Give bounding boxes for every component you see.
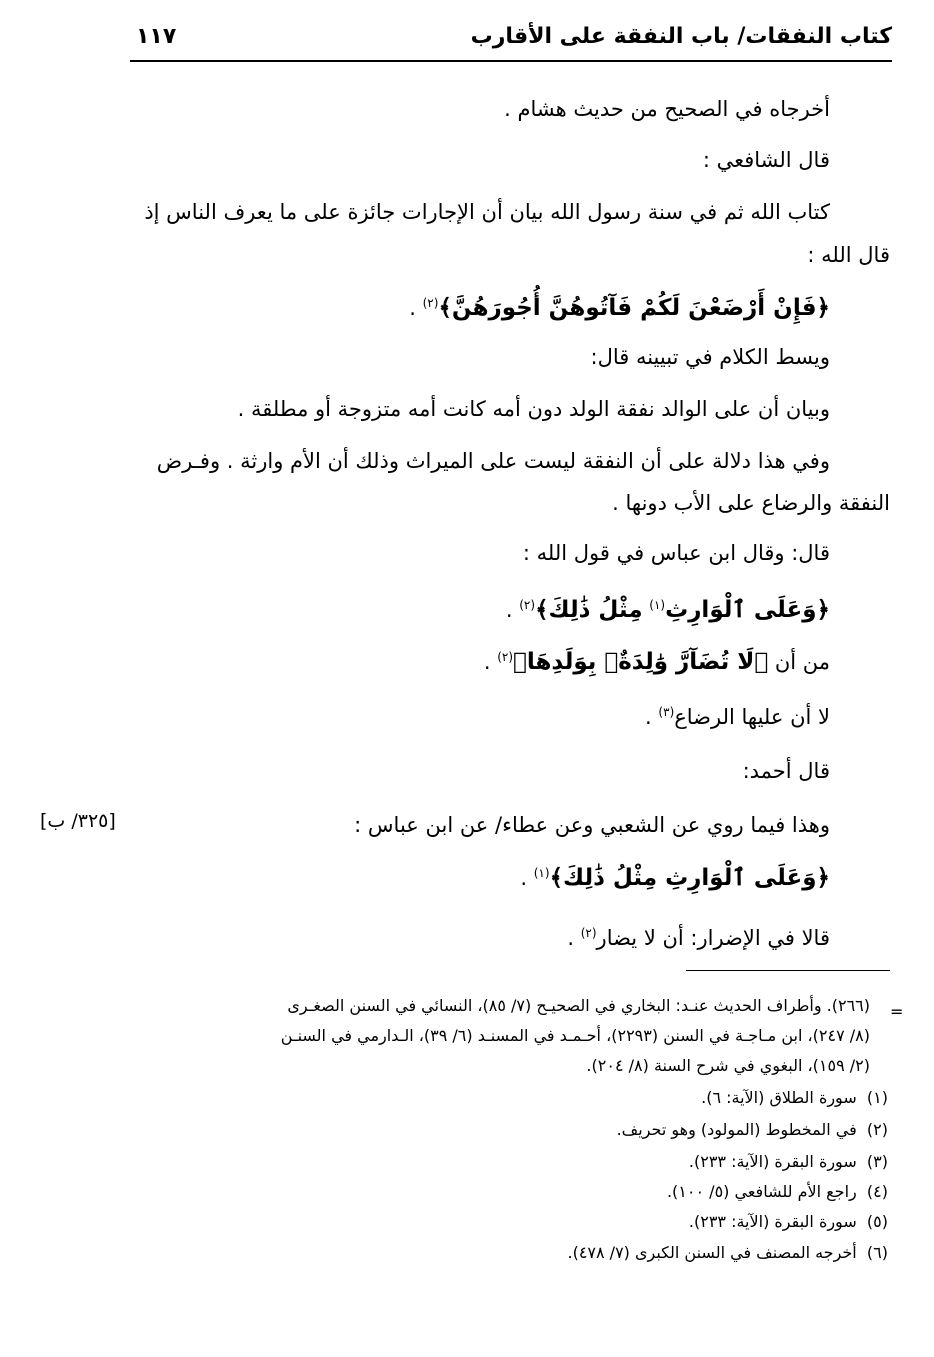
footnote-ref: (١) [533, 866, 550, 880]
footnote-text: أخرجه المصنف في السنن الكبرى (٧/ ٤٧٨). [567, 1243, 857, 1262]
page-header [130, 22, 892, 62]
footnote-ref: (٢) [422, 296, 439, 310]
footnote-number: (٤) [866, 1182, 888, 1201]
body-line: أخرجاه في الصحيح من حديث هشام . [504, 97, 830, 121]
body-line: قال الله : [807, 243, 890, 267]
continuation-mark: = [890, 1002, 904, 1021]
body-line: النفقة والرضاع على الأب دونها . [612, 491, 890, 515]
quran-verse: من أن ﴿لَا تُضَآرَّ وَٰلِدَةٌۢ بِوَلَدِهَا﴾$^{(٢)}$ . [483, 649, 830, 675]
footnote-number: (٥) [866, 1212, 888, 1231]
body-line: قال: وقال ابن عباس في قول الله : [522, 541, 830, 565]
page-number: ١١٧ [136, 24, 177, 49]
footnote-continuation: (٨/ ٢٤٧)، ابن مـاجـة في السنن (٢٢٩٣)، أحـمـد في المسنـد (٦/ ٣٩)، الـدارمي في السنـن [280, 1026, 870, 1045]
body-line: وهذا فيما روي عن الشعبي وعن عطاء/ عن ابن عباس : [354, 813, 830, 837]
margin-note: [٣٢٥/ ب] [40, 810, 116, 832]
footnote-ref: (٢) [497, 650, 514, 664]
body-line: وفي هذا دلالة على أن النفقة ليست على الميراث وذلك أن الأم وارثة . وفـرض [156, 449, 830, 473]
footnote-item [667, 1180, 888, 1204]
footnote-text: في المخطوط (المولود) وهو تحريف. [616, 1120, 857, 1139]
footnote-item [701, 1086, 888, 1110]
footnote-continuation: (٢٦٦). وأطراف الحديث عنـد: البخاري في الصحيـح (٧/ ٨٥)، النسائي في السنن الصغـرى [287, 996, 870, 1015]
body-line: قال أحمد: [742, 759, 830, 783]
footnote-number: (٣) [866, 1152, 888, 1171]
footnote-continuation: (٢/ ١٥٩)، البغوي في شرح السنة (٨/ ٢٠٤). [586, 1056, 870, 1075]
footnote-ref: (٣) [658, 705, 675, 719]
body-line: قال الشافعي : [702, 148, 830, 172]
footnote-number: (١) [866, 1088, 888, 1107]
footnote-rule [686, 970, 890, 971]
body-line: وبيان أن على الوالد نفقة الولد دون أمه كانت أمه متزوجة أو مطلقة . [237, 397, 830, 421]
quran-verse: ﴿وَعَلَى ٱلْوَارِثِ مِثْلُ ذَٰلِكَ﴾$^{(١)}$ . [520, 865, 830, 891]
running-title: كتاب النفقات/ باب النفقة على الأقارب [470, 24, 892, 49]
footnote-text: راجع الأم للشافعي (٥/ ١٠٠). [666, 1182, 857, 1201]
footnote-item [617, 1118, 888, 1142]
footnote-item [689, 1210, 888, 1234]
footnote-text: سورة البقرة (الآية: ٢٣٣). [688, 1152, 857, 1171]
footnote-ref: (٢) [580, 926, 597, 940]
footnote-item [689, 1150, 888, 1174]
body-line: كتاب الله ثم في سنة رسول الله بيان أن الإجارات جائزة على ما يعرف الناس إذ [144, 200, 830, 224]
footnote-number: (٢) [866, 1120, 888, 1139]
quran-verse: ﴿فَإِنْ أَرْضَعْنَ لَكُمْ فَآتُوهُنَّ أُجُورَهُنَّ﴾$^{(٢)}$ . [409, 295, 830, 321]
footnote-text: سورة البقرة (الآية: ٢٣٣). [688, 1212, 857, 1231]
footnote-number: (٦) [866, 1243, 888, 1262]
footnote-item [567, 1241, 888, 1265]
footnote-ref: (٢) [519, 598, 536, 612]
body-line: لا أن عليها الرضاع$^{(٣)}$ . [645, 705, 830, 729]
footnote-text: سورة الطلاق (الآية: ٦). [701, 1088, 857, 1107]
quran-verse: ﴿وَعَلَى ٱلْوَارِثِ$^{(١)}$ مِثْلُ ذَٰلِكَ﴾$^{(٢)}$ . [505, 597, 830, 623]
body-line: ويسط الكلام في تبيينه قال: [590, 345, 830, 369]
header-rule [130, 60, 892, 62]
footnote-ref: (١) [649, 598, 666, 612]
body-line: قالا في الإضرار: أن لا يضار$^{(٢)}$ . [567, 926, 830, 950]
